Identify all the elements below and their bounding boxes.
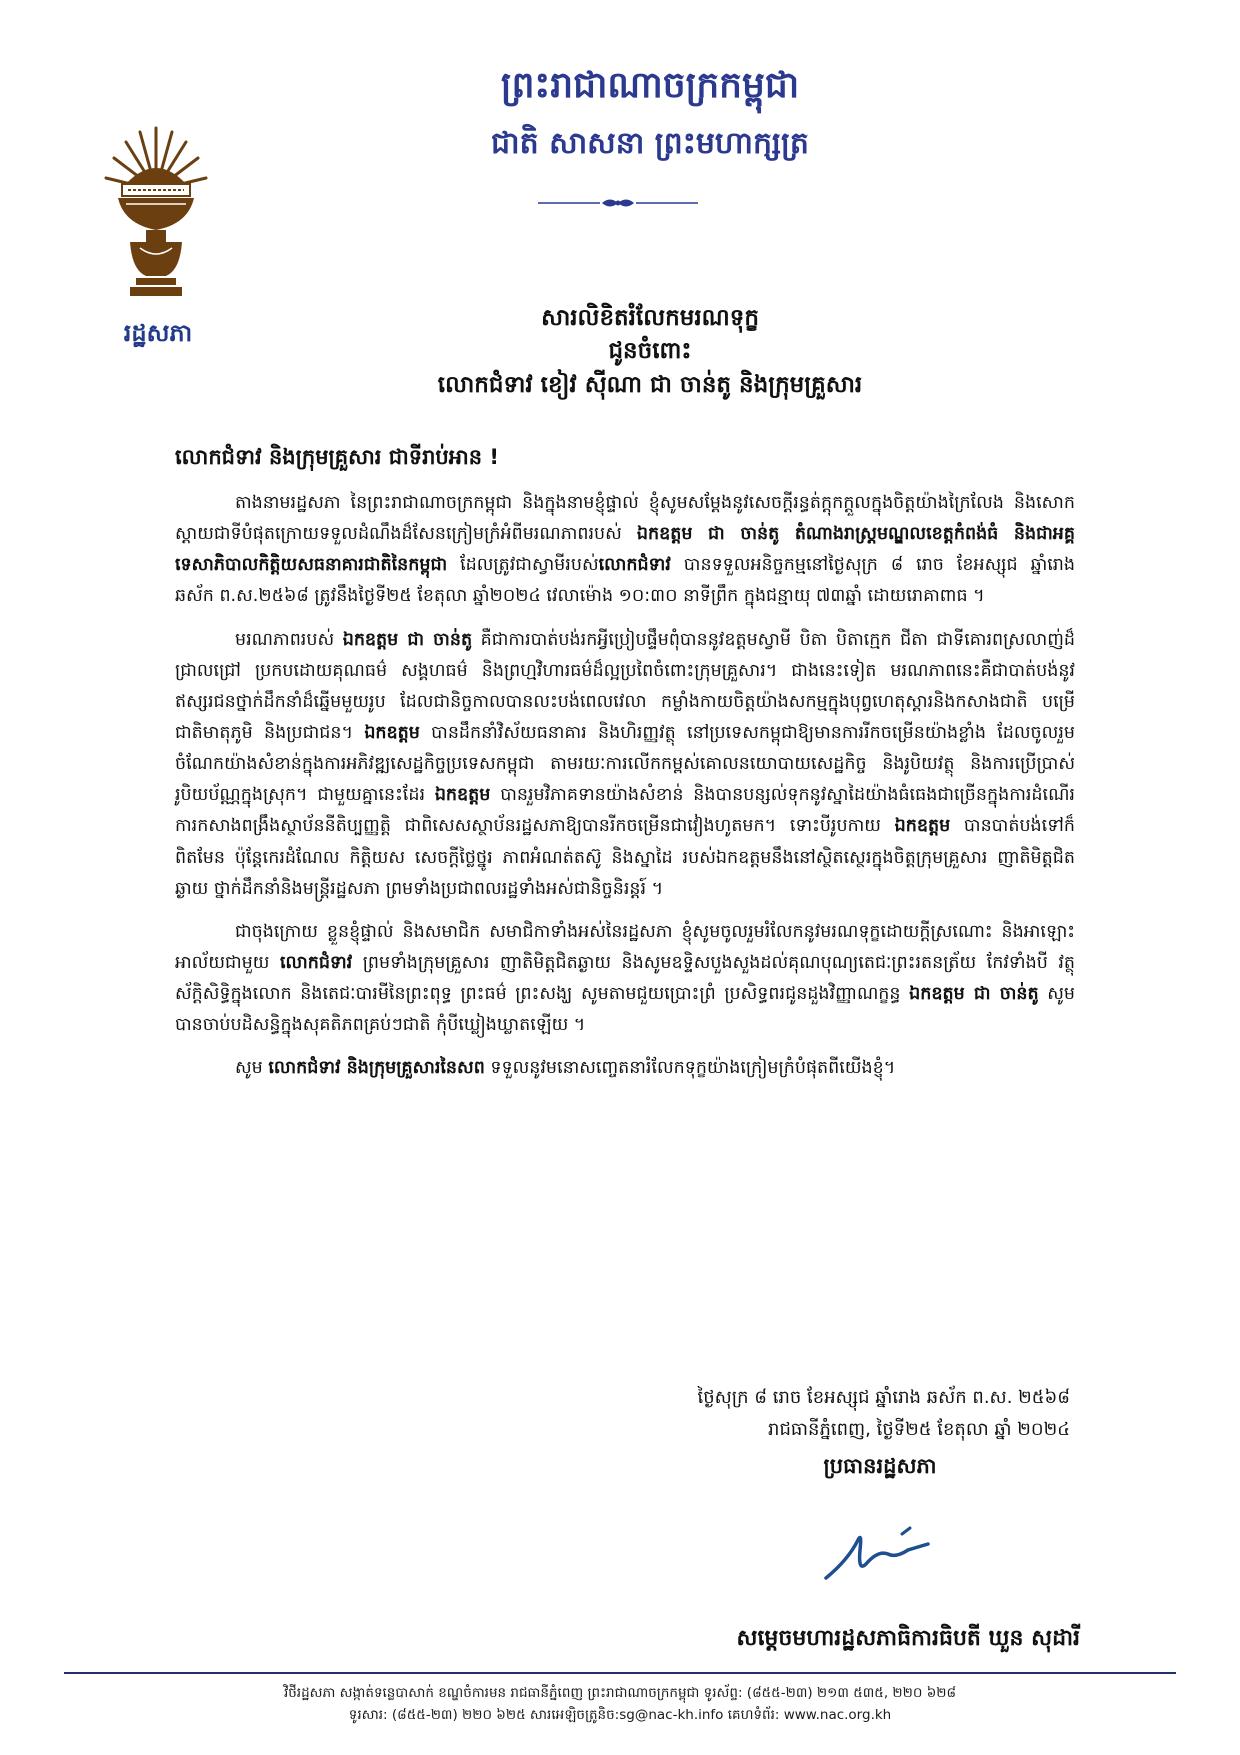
p1-bold-title: តំណាងរាស្ត្រមណ្ឌលខេត្តកំពង់ធំ និងជាអគ្គទេសាភិបាលកិត្តិយសធនាគារជាតិនៃកម្ពុជា	[175, 524, 1075, 576]
lunar-date: ថ្ងៃសុក្រ ៨ រោច ខែអស្សុជ ឆ្នាំរោង ឆស័ក ព.ស. ២៥៦៨	[697, 1387, 1070, 1408]
p1-text: បានទទួលអនិច្ចកម្មនៅថ្ងៃសុក្រ ៨ រោច ខែអស្សុជ ឆ្នាំរោង ឆស័ក ព.ស.២៥៦៨ ត្រូវនឹងថ្ងៃទី២៥ ខែតុលា ឆ្នាំ២០២៤ វេលាម៉ោង ១០:៣០ នាទីព្រឹក ក្នុងជន្មាយុ ៧៣ឆ្នាំ ដោយរោគាពាធ ។	[175, 555, 1076, 607]
footer-contact	[200, 1682, 1040, 1727]
p1-text: ដែលត្រូវជាស្វាមីរបស់	[447, 555, 599, 576]
title-line-3: លោកជំទាវ ខៀវ ស៊ីណា ជា ចាន់តូ និងក្រុមគ្រួសារ	[437, 371, 863, 398]
signer-name: សម្តេចមហារដ្ឋសភាធិការធិបតី ឃួន សុដារី	[736, 1626, 1080, 1651]
p2-text: បានដឹកនាំវិស័យធនាគារ និងហិរញ្ញវត្ថុ នៅប្រទេសកម្ពុជាឱ្យមានការរីកចម្រើនយ៉ាងខ្លាំង ដែលចូលរួមចំណែកយ៉ាងសំខាន់ក្នុងការអភិវឌ្ឍសេដ្ឋកិច្ចប្រទេសកម្ពុជា តាមរយៈការលើកកម្ពស់គោលនយោបាយសេដ្ឋកិច្ច និងរូបិយវត្ថុ និងការប្រើប្រាស់រូបិយប័ណ្ណក្នុងស្រុក។ ជាមួយគ្នានេះដែរ	[175, 722, 1075, 806]
p1-bold-name: ឯកឧត្តម ជា ចាន់តូ	[636, 524, 780, 545]
place-date: រាជធានីភ្នំពេញ, ថ្ងៃទី២៥ ខែតុលា ឆ្នាំ ២០២៤	[768, 1418, 1070, 1440]
p2-bold: ឯកឧត្តម ជា ចាន់តូ	[342, 629, 473, 650]
p1-bold-widow: លោកជំទាវ	[598, 555, 671, 576]
paragraph-4	[175, 1053, 1075, 1084]
footer-contact-info: ទូរសារ: (៨៥៥-២៣) ២២០ ៦២៥ សារអេឡិចត្រូនិច:sg@nac-kh.info គេហទំព័រ: www.nac.org.kh	[348, 1707, 892, 1724]
divider-ornament	[538, 196, 698, 210]
date-block	[620, 1382, 1070, 1445]
p3-text: ព្រមទាំងក្រុមគ្រួសារ ញាតិមិត្តជិតឆ្ងាយ និងសូមឧទ្ទិសបួងសួងដល់គុណបុណ្យតេជៈព្រះរតនត្រ័យ កែវទាំងបី វត្ថុស័ក្តិសិទ្ធិក្នុងលោក និងតេជៈបារមីនៃព្រះពុទ្ធ ព្រះធម៌ ព្រះសង្ឃ សូមតាមជួយប្រោះព្រំ ប្រសិទ្ធពរជូនដួងវិញ្ញាណក្ខន្ធ	[175, 952, 1075, 1005]
national-motto: ជាតិ សាសនា ព្រះមហាក្សត្រ	[491, 126, 809, 161]
letter-body	[175, 488, 1075, 1097]
paragraph-3	[175, 917, 1075, 1042]
p3-bold: លោកជំទាវ	[279, 952, 353, 973]
p2-bold: ឯកឧត្តម	[364, 722, 420, 743]
signer-role: ប្រធានរដ្ឋសភា	[823, 1454, 937, 1478]
letter-title	[300, 302, 1000, 402]
paragraph-1	[175, 488, 1075, 613]
p3-bold: ឯកឧត្តម ជា ចាន់តូ	[909, 984, 1039, 1005]
kingdom-heading: ព្រះរាជាណាចក្រកម្ពុជា	[500, 65, 800, 106]
salutation: លោកជំទាវ និងក្រុមគ្រួសារ ជាទីរាប់អាន !	[175, 445, 499, 469]
footer-divider	[64, 1672, 1176, 1674]
p2-text: បានរួមវិភាគទានយ៉ាងសំខាន់ និងបានបន្សល់ទុកនូវស្នាដៃយ៉ាងធំធេងជាច្រើនក្នុងការដំណើរការកសាងពង្រឹងស្ថាប័ននីតិប្បញ្ញត្តិ ជាពិសេសស្ថាប័នរដ្ឋសភាឱ្យបានរីកចម្រើនជាវៀងហូតមក។ ទោះបីរូបកាយ	[175, 785, 1075, 837]
p1-text: តាងនាមរដ្ឋសភា នៃព្រះរាជាណាចក្រកម្ពុជា និងក្នុងនាមខ្ញុំផ្ទាល់ ខ្ញុំសូមសម្តែងនូវសេចក្តីរន្ធត់ក្តុកក្តួលក្នុងចិត្តយ៉ាងក្រៃលែង និងសោកស្តាយជាទីបំផុតក្រោយទទួលដំណឹងដ៏សែនក្រៀមក្រំអំពីមរណភាពរបស់	[175, 493, 1075, 545]
p2-text: បានបាត់បង់ទៅក៏ពិតមែន ប៉ុន្តែកេរដំណែល កិត្តិយស សេចក្តីថ្លៃថ្នូរ ភាពអំណត់តស៊ូ និងស្នាដៃ របស់ឯកឧត្តមនឹងនៅស្ថិតស្ថេរក្នុងចិត្តក្រុមគ្រួសារ ញាតិមិត្តជិតឆ្ងាយ ថ្នាក់ដឹកនាំនិងមន្ត្រីរដ្ឋសភា ព្រមទាំងប្រជាពលរដ្ឋទាំងអស់ជានិច្ចនិរន្តរ៍ ។	[175, 816, 1075, 899]
p4-text: សូម	[235, 1058, 269, 1079]
institution-label: រដ្ឋសភា	[123, 319, 193, 347]
paragraph-2	[175, 625, 1075, 905]
p2-text: គឺជាការបាត់បង់រកអ្វីប្រៀបផ្ទឹមពុំបាននូវឧត្តមស្វាមី បិតា បិតាក្មេក ជីតា ជាទីគោរពស្រលាញ់ដ៏ជ្រាលជ្រៅ ប្រកបដោយគុណធម៌ សង្គហធម៌ និងព្រហ្មវិហារធម៌ដ៏ល្អប្រពៃចំពោះក្រុមគ្រួសារ។ ជាងនេះទៀត មរណភាពនេះគឺជាបាត់បង់នូវឥស្សរជនថ្នាក់ដឹកនាំដ៏ឆ្នើមមួយរូប ដែលជានិច្ចកាលបានលះបង់ពេលវេលា កម្លាំងកាយចិត្តយ៉ាងសកម្មក្នុងបុព្វហេតុស្តារនិងកសាងជាតិ បម្រើជាតិមាតុភូមិ និងប្រជាជន។	[175, 629, 1075, 743]
p2-bold: ឯកឧត្តម	[434, 785, 491, 806]
p3-text: ជាចុងក្រោយ ខ្លួនខ្ញុំផ្ទាល់ និងសមាជិក សមាជិកាទាំងអស់នៃរដ្ឋសភា ខ្ញុំសូមចូលរួមរំលែកនូវមរណទុក្ខដោយក្តីស្រណោះ និងអាឡោះអាល័យជាមួយ	[175, 921, 1075, 973]
national-assembly-emblem	[96, 120, 216, 300]
p4-text: ទទួលនូវមនោសញ្ចេតនារំលែកទុក្ខយ៉ាងក្រៀមក្រំបំផុតពីយើងខ្ញុំ។	[484, 1058, 896, 1079]
p4-bold: លោកជំទាវ និងក្រុមគ្រួសារនៃសព	[268, 1058, 485, 1079]
title-line-1: សារលិខិតរំលែកមរណទុក្ខ	[541, 305, 759, 331]
p2-bold: ឯកឧត្តម	[894, 816, 951, 837]
title-line-2: ជូនចំពោះ	[608, 338, 692, 365]
p3-text: សូមបានចាប់បដិសន្ធិក្នុងសុគតិភពគ្រប់ៗជាតិ កុំបីឃ្លៀងឃ្លាតឡើយ ។	[175, 984, 1075, 1036]
handwritten-signature	[818, 1520, 938, 1590]
p2-text: មរណភាពរបស់	[235, 629, 343, 650]
footer-address: វិថីរដ្ឋសភា សង្កាត់ទន្លេបាសាក់ ខណ្ឌចំការមន រាជធានីភ្នំពេញ ព្រះរាជាណាចក្រកម្ពុជា ទូរស័ព្ទ: (៨៥៥-២៣) ២១៣ ៥៣៥, ២២០ ៦២៨	[283, 1685, 957, 1701]
